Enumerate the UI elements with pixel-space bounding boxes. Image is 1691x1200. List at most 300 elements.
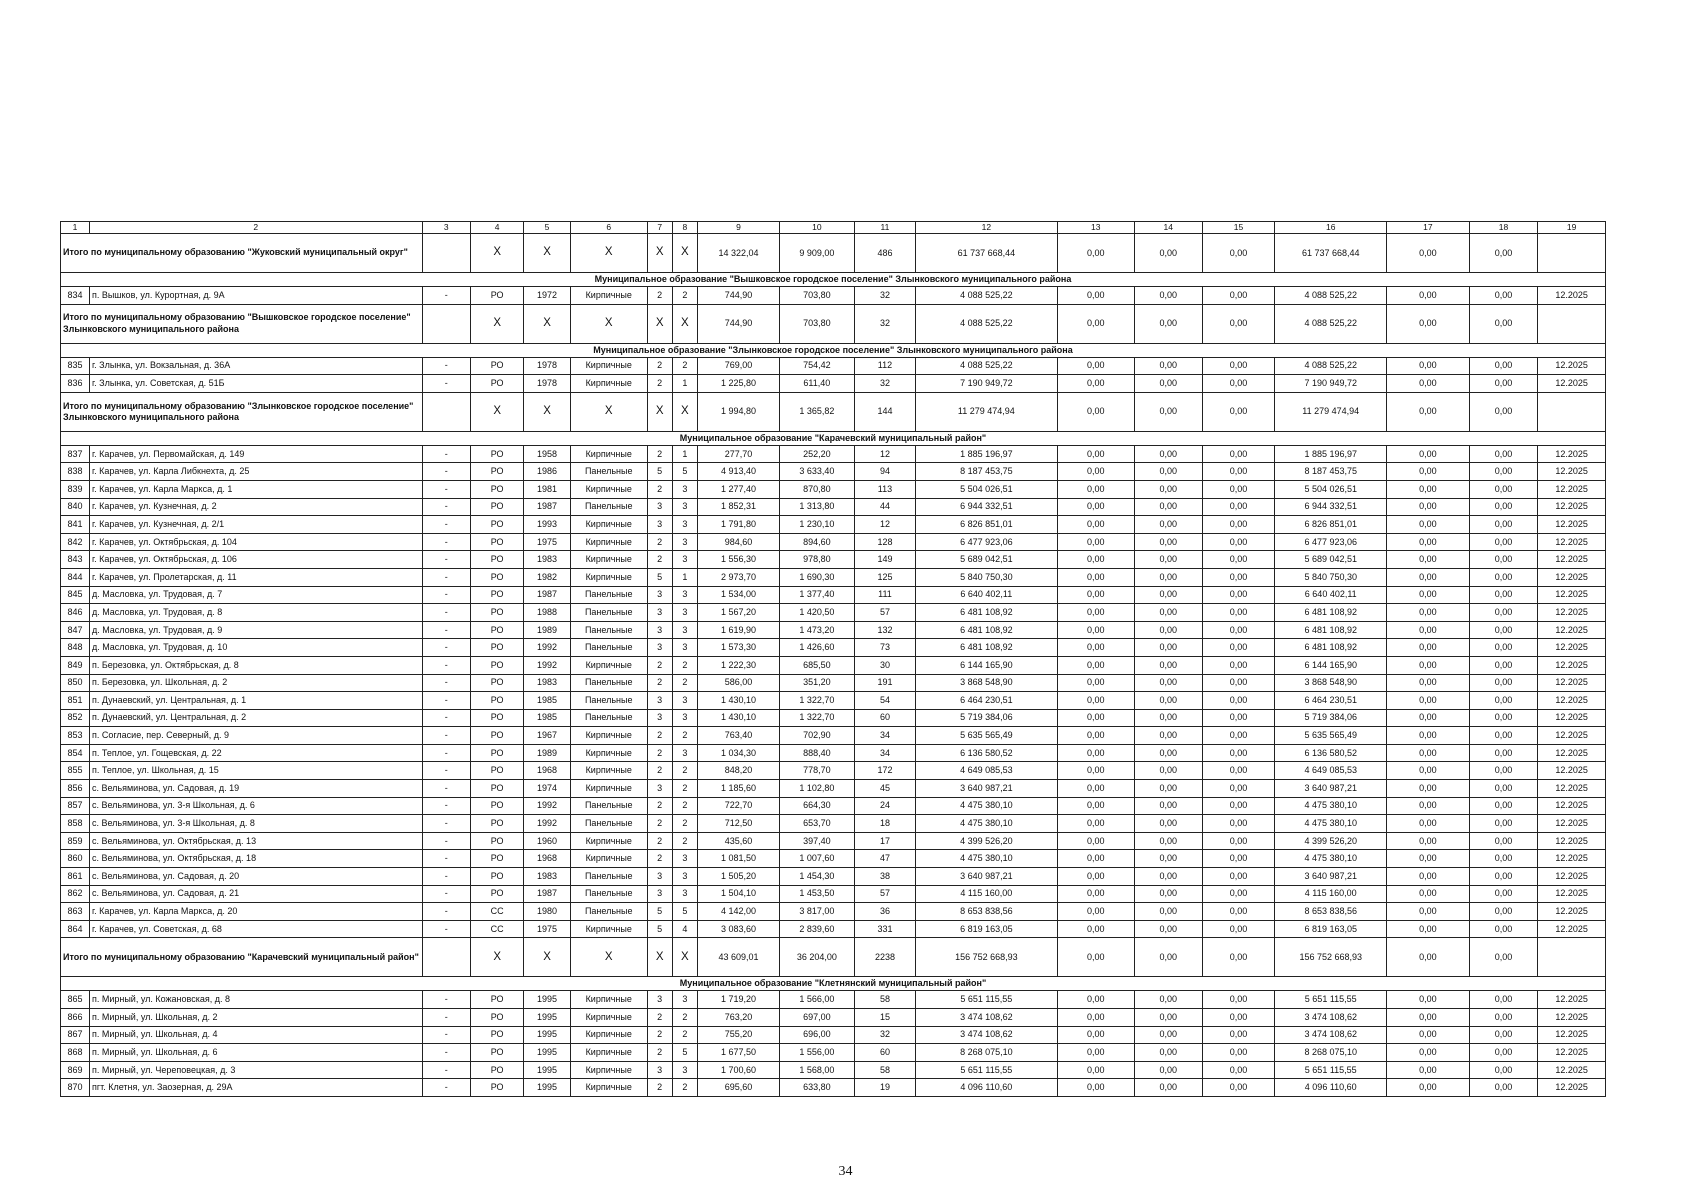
table-cell: -	[422, 797, 470, 815]
table-cell: 0,00	[1202, 1026, 1275, 1044]
table-cell: 0,00	[1057, 762, 1134, 780]
table-cell: 30	[854, 656, 915, 674]
table-cell: 4 649 085,53	[916, 762, 1058, 780]
table-cell: Панельные	[570, 463, 647, 481]
table-cell: 696,00	[779, 1026, 854, 1044]
not-applicable-cell: Х	[647, 304, 672, 343]
address-cell: п. Теплое, ул. Школьная, д. 15	[89, 762, 422, 780]
table-cell: 5	[672, 1044, 698, 1062]
table-cell: 2	[672, 287, 698, 305]
table-cell: 3	[672, 621, 698, 639]
table-cell: 870,80	[779, 480, 854, 498]
table-cell: 0,00	[1202, 516, 1275, 534]
table-cell: 12.2025	[1538, 709, 1606, 727]
table-cell: Панельные	[570, 885, 647, 903]
table-cell: 0,00	[1387, 885, 1470, 903]
row-number: 858	[61, 815, 90, 833]
table-cell: 3	[672, 533, 698, 551]
table-cell: 5 651 115,55	[1275, 991, 1387, 1009]
table-cell: 1 534,00	[698, 586, 780, 604]
subtotal-value: 0,00	[1202, 304, 1275, 343]
table-cell: 1 007,60	[779, 850, 854, 868]
table-cell: 0,00	[1057, 920, 1134, 938]
address-cell: п. Дунаевский, ул. Центральная, д. 2	[89, 709, 422, 727]
row-number: 837	[61, 445, 90, 463]
table-cell: 0,00	[1057, 445, 1134, 463]
table-cell: 12.2025	[1538, 692, 1606, 710]
table-cell: 0,00	[1057, 797, 1134, 815]
table-cell: 0,00	[1469, 287, 1538, 305]
row-number: 835	[61, 357, 90, 375]
table-cell: 5 689 042,51	[916, 551, 1058, 569]
table-cell: Панельные	[570, 797, 647, 815]
table-cell: 12.2025	[1538, 850, 1606, 868]
table-cell: -	[422, 744, 470, 762]
table-cell: 0,00	[1469, 850, 1538, 868]
table-cell: 0,00	[1057, 1061, 1134, 1079]
table-cell: 0,00	[1202, 815, 1275, 833]
table-cell: 0,00	[1469, 797, 1538, 815]
table-cell: 0,00	[1134, 656, 1202, 674]
table-cell: 0,00	[1134, 674, 1202, 692]
row-number: 866	[61, 1009, 90, 1027]
table-cell: 1 185,60	[698, 780, 780, 798]
page-number: 34	[838, 1164, 853, 1179]
table-cell: 2	[647, 744, 672, 762]
table-cell: 0,00	[1202, 991, 1275, 1009]
row-number: 836	[61, 375, 90, 393]
table-cell: 0,00	[1057, 709, 1134, 727]
column-number-row	[61, 222, 1606, 234]
table-cell: 1989	[524, 744, 570, 762]
table-cell: 0,00	[1202, 832, 1275, 850]
table-cell: РО	[470, 586, 524, 604]
table-cell: 2	[672, 727, 698, 745]
table-cell: РО	[470, 832, 524, 850]
table-cell: 0,00	[1469, 868, 1538, 886]
table-cell: 3 640 987,21	[916, 780, 1058, 798]
table-cell: РО	[470, 744, 524, 762]
table-cell: РО	[470, 727, 524, 745]
table-cell: 0,00	[1057, 463, 1134, 481]
table-cell: 1995	[524, 1079, 570, 1097]
table-cell: 6 819 163,05	[916, 920, 1058, 938]
table-cell: 1 556,30	[698, 551, 780, 569]
subtotal-value: 1 994,80	[698, 392, 780, 431]
table-cell: 1968	[524, 762, 570, 780]
table-cell: 12.2025	[1538, 480, 1606, 498]
address-cell: г. Карачев, ул. Советская, д. 68	[89, 920, 422, 938]
table-cell: 8 653 838,56	[916, 903, 1058, 921]
subtotal-value: 0,00	[1202, 938, 1275, 977]
row-number: 852	[61, 709, 90, 727]
table-cell: 0,00	[1134, 533, 1202, 551]
table-cell: -	[422, 1079, 470, 1097]
table-cell: Кирпичные	[570, 1009, 647, 1027]
table-cell: 1	[672, 568, 698, 586]
table-cell: 0,00	[1469, 727, 1538, 745]
table-cell: 12.2025	[1538, 604, 1606, 622]
table-cell: 1 426,60	[779, 639, 854, 657]
address-cell: д. Масловка, ул. Трудовая, д. 9	[89, 621, 422, 639]
table-cell: 0,00	[1387, 1026, 1470, 1044]
row-number: 844	[61, 568, 90, 586]
address-cell: п. Мирный, ул. Череповецкая, д. 3	[89, 1061, 422, 1079]
table-cell: 0,00	[1134, 815, 1202, 833]
table-cell: 3	[647, 639, 672, 657]
section-title: Муниципальное образование "Клетнянский муниципальный район"	[61, 977, 1606, 991]
table-cell: 0,00	[1057, 375, 1134, 393]
table-cell: 12.2025	[1538, 621, 1606, 639]
empty-cell	[1538, 304, 1606, 343]
table-cell: -	[422, 498, 470, 516]
subtotal-value: 0,00	[1057, 234, 1134, 273]
table-cell: 0,00	[1387, 815, 1470, 833]
table-cell: 1995	[524, 1044, 570, 1062]
table-cell: 0,00	[1134, 586, 1202, 604]
row-number: 834	[61, 287, 90, 305]
column-number-cell: 4	[470, 222, 524, 234]
table-cell: 1 377,40	[779, 586, 854, 604]
table-cell: 3	[672, 480, 698, 498]
address-cell: г. Карачев, ул. Октябрьская, д. 106	[89, 551, 422, 569]
table-cell: 0,00	[1387, 780, 1470, 798]
table-cell: 778,70	[779, 762, 854, 780]
subtotal-value: 703,80	[779, 304, 854, 343]
table-cell: 3	[672, 850, 698, 868]
table-cell: 2	[647, 674, 672, 692]
table-cell: 58	[854, 991, 915, 1009]
table-cell: 0,00	[1387, 656, 1470, 674]
table-row	[61, 357, 1606, 375]
table-cell: 6 826 851,01	[916, 516, 1058, 534]
table-cell: 0,00	[1134, 287, 1202, 305]
table-cell: -	[422, 1044, 470, 1062]
row-number: 859	[61, 832, 90, 850]
table-cell: РО	[470, 1009, 524, 1027]
table-cell: 0,00	[1057, 850, 1134, 868]
table-cell: 60	[854, 1044, 915, 1062]
subtotal-value: 43 609,01	[698, 938, 780, 977]
table-cell: 3	[672, 586, 698, 604]
table-cell: 0,00	[1134, 480, 1202, 498]
table-cell: 6 477 923,06	[916, 533, 1058, 551]
row-number: 867	[61, 1026, 90, 1044]
table-cell: 6 826 851,01	[1275, 516, 1387, 534]
table-cell: 4 913,40	[698, 463, 780, 481]
table-cell: 1 791,80	[698, 516, 780, 534]
table-cell: 112	[854, 357, 915, 375]
table-cell: 12.2025	[1538, 832, 1606, 850]
table-cell: 0,00	[1057, 1079, 1134, 1097]
empty-cell	[422, 938, 470, 977]
table-cell: 0,00	[1387, 498, 1470, 516]
table-row	[61, 1061, 1606, 1079]
table-cell: 0,00	[1387, 357, 1470, 375]
subtotal-label: Итого по муниципальному образованию "Вышковское городское поселение" Злынковского муниципального района	[61, 304, 423, 343]
table-cell: 0,00	[1057, 604, 1134, 622]
table-cell: 1 225,80	[698, 375, 780, 393]
table-cell: РО	[470, 1079, 524, 1097]
table-cell: -	[422, 287, 470, 305]
table-cell: 6 481 108,92	[916, 604, 1058, 622]
table-cell: Кирпичные	[570, 920, 647, 938]
table-cell: 0,00	[1057, 991, 1134, 1009]
table-cell: 1995	[524, 1061, 570, 1079]
row-number: 861	[61, 868, 90, 886]
table-cell: 5	[672, 463, 698, 481]
table-cell: -	[422, 1061, 470, 1079]
row-number: 843	[61, 551, 90, 569]
table-cell: 6 481 108,92	[1275, 621, 1387, 639]
table-cell: 5 635 565,49	[1275, 727, 1387, 745]
column-number-cell: 18	[1469, 222, 1538, 234]
table-cell: РО	[470, 797, 524, 815]
table-cell: 1 473,20	[779, 621, 854, 639]
table-cell: 0,00	[1057, 357, 1134, 375]
table-cell: 0,00	[1387, 463, 1470, 481]
table-cell: 6 640 402,11	[916, 586, 1058, 604]
table-cell: 12.2025	[1538, 903, 1606, 921]
table-cell: 1992	[524, 656, 570, 674]
table-cell: 0,00	[1057, 1026, 1134, 1044]
table-cell: 1989	[524, 621, 570, 639]
table-cell: 1 313,80	[779, 498, 854, 516]
subtotal-value: 0,00	[1387, 234, 1470, 273]
table-cell: 0,00	[1134, 1061, 1202, 1079]
table-cell: 1993	[524, 516, 570, 534]
subtotal-value: 0,00	[1469, 234, 1538, 273]
address-cell: п. Дунаевский, ул. Центральная, д. 1	[89, 692, 422, 710]
table-cell: 2	[672, 1079, 698, 1097]
table-cell: 0,00	[1202, 533, 1275, 551]
table-cell: 0,00	[1469, 903, 1538, 921]
table-cell: 12.2025	[1538, 516, 1606, 534]
table-cell: 0,00	[1057, 533, 1134, 551]
table-cell: 12.2025	[1538, 656, 1606, 674]
table-row	[61, 1079, 1606, 1097]
table-cell: 1975	[524, 920, 570, 938]
table-cell: 0,00	[1387, 762, 1470, 780]
table-cell: 1987	[524, 885, 570, 903]
subtotal-label: Итого по муниципальному образованию "Злынковское городское поселение" Злынковского муниципального района	[61, 392, 423, 431]
address-cell: с. Вельяминова, ул. Октябрьская, д. 18	[89, 850, 422, 868]
table-cell: РО	[470, 1026, 524, 1044]
table-cell: 0,00	[1057, 516, 1134, 534]
table-cell: РО	[470, 480, 524, 498]
subtotal-row	[61, 938, 1606, 977]
table-cell: Панельные	[570, 498, 647, 516]
table-cell: 1 719,20	[698, 991, 780, 1009]
table-cell: 6 464 230,51	[1275, 692, 1387, 710]
table-cell: Кирпичные	[570, 568, 647, 586]
table-cell: 2	[647, 832, 672, 850]
table-cell: 1 566,00	[779, 991, 854, 1009]
table-cell: РО	[470, 516, 524, 534]
table-cell: 0,00	[1134, 357, 1202, 375]
table-cell: 0,00	[1202, 621, 1275, 639]
table-cell: 6 481 108,92	[916, 621, 1058, 639]
table-cell: 1987	[524, 498, 570, 516]
row-number: 862	[61, 885, 90, 903]
table-cell: РО	[470, 850, 524, 868]
table-cell: 0,00	[1134, 920, 1202, 938]
table-cell: 0,00	[1202, 762, 1275, 780]
table-cell: 6 481 108,92	[1275, 639, 1387, 657]
table-cell: Панельные	[570, 621, 647, 639]
table-cell: 0,00	[1134, 375, 1202, 393]
table-cell: 0,00	[1057, 656, 1134, 674]
table-cell: 0,00	[1202, 1079, 1275, 1097]
address-cell: с. Вельяминова, ул. Садовая, д. 19	[89, 780, 422, 798]
table-cell: 58	[854, 1061, 915, 1079]
table-cell: 4 649 085,53	[1275, 762, 1387, 780]
column-number-cell: 7	[647, 222, 672, 234]
table-cell: 0,00	[1387, 797, 1470, 815]
table-cell: 0,00	[1134, 744, 1202, 762]
table-cell: 2	[647, 357, 672, 375]
subtotal-value: 486	[854, 234, 915, 273]
table-cell: 3	[647, 621, 672, 639]
table-cell: Панельные	[570, 586, 647, 604]
table-cell: 0,00	[1134, 727, 1202, 745]
table-cell: 57	[854, 885, 915, 903]
table-cell: 5 651 115,55	[916, 1061, 1058, 1079]
subtotal-value: 0,00	[1469, 304, 1538, 343]
table-cell: 4 475 380,10	[916, 850, 1058, 868]
subtotal-value: 0,00	[1387, 304, 1470, 343]
table-cell: 351,20	[779, 674, 854, 692]
table-cell: 1988	[524, 604, 570, 622]
column-number-cell: 10	[779, 222, 854, 234]
table-cell: 0,00	[1469, 568, 1538, 586]
column-number-cell: 6	[570, 222, 647, 234]
table-cell: 1992	[524, 797, 570, 815]
table-cell: 12.2025	[1538, 727, 1606, 745]
column-number-cell: 2	[89, 222, 422, 234]
row-number: 849	[61, 656, 90, 674]
table-cell: 132	[854, 621, 915, 639]
table-cell: 2	[647, 287, 672, 305]
not-applicable-cell: Х	[470, 234, 524, 273]
table-cell: 3 640 987,21	[1275, 868, 1387, 886]
empty-cell	[1538, 938, 1606, 977]
table-cell: 0,00	[1469, 533, 1538, 551]
table-cell: 7 190 949,72	[1275, 375, 1387, 393]
table-cell: 94	[854, 463, 915, 481]
table-cell: 0,00	[1202, 375, 1275, 393]
table-cell: 4 096 110,60	[916, 1079, 1058, 1097]
table-row	[61, 868, 1606, 886]
table-cell: 0,00	[1134, 604, 1202, 622]
table-cell: 0,00	[1202, 445, 1275, 463]
table-cell: 0,00	[1469, 674, 1538, 692]
row-number: 850	[61, 674, 90, 692]
table-cell: 1 454,30	[779, 868, 854, 886]
table-cell: 0,00	[1202, 885, 1275, 903]
table-cell: 12.2025	[1538, 533, 1606, 551]
section-title: Муниципальное образование "Злынковское городское поселение" Злынковского муниципального района	[61, 343, 1606, 357]
not-applicable-cell: Х	[647, 938, 672, 977]
table-cell: 3	[672, 868, 698, 886]
table-cell: 0,00	[1057, 692, 1134, 710]
table-cell: 4 115 160,00	[916, 885, 1058, 903]
table-cell: Панельные	[570, 868, 647, 886]
address-cell: п. Мирный, ул. Школьная, д. 4	[89, 1026, 422, 1044]
table-cell: 2	[672, 674, 698, 692]
table-cell: 1 430,10	[698, 709, 780, 727]
table-row	[61, 1009, 1606, 1027]
column-number-cell: 5	[524, 222, 570, 234]
address-cell: п. Березовка, ул. Октябрьская, д. 8	[89, 656, 422, 674]
table-cell: 685,50	[779, 656, 854, 674]
table-cell: 111	[854, 586, 915, 604]
table-cell: 3	[647, 692, 672, 710]
subtotal-value: 156 752 668,93	[916, 938, 1058, 977]
table-cell: 0,00	[1134, 463, 1202, 481]
table-cell: 8 187 453,75	[916, 463, 1058, 481]
address-cell: г. Карачев, ул. Пролетарская, д. 11	[89, 568, 422, 586]
table-row	[61, 375, 1606, 393]
table-cell: 1995	[524, 1026, 570, 1044]
subtotal-row	[61, 304, 1606, 343]
table-cell: РО	[470, 445, 524, 463]
table-cell: 0,00	[1057, 1009, 1134, 1027]
table-cell: 3	[672, 639, 698, 657]
table-cell: 36	[854, 903, 915, 921]
table-cell: 0,00	[1387, 674, 1470, 692]
table-cell: Кирпичные	[570, 480, 647, 498]
table-cell: 3	[672, 885, 698, 903]
table-row	[61, 744, 1606, 762]
table-cell: Панельные	[570, 903, 647, 921]
table-cell: 6 640 402,11	[1275, 586, 1387, 604]
subtotal-value: 36 204,00	[779, 938, 854, 977]
subtotal-value: 0,00	[1387, 938, 1470, 977]
table-cell: 2	[672, 797, 698, 815]
row-number: 869	[61, 1061, 90, 1079]
table-cell: 0,00	[1202, 674, 1275, 692]
table-row	[61, 656, 1606, 674]
table-cell: СС	[470, 903, 524, 921]
table-cell: 0,00	[1057, 639, 1134, 657]
table-cell: 12.2025	[1538, 498, 1606, 516]
row-number: 845	[61, 586, 90, 604]
row-number: 842	[61, 533, 90, 551]
table-cell: 0,00	[1057, 832, 1134, 850]
table-cell: 0,00	[1469, 357, 1538, 375]
table-cell: 0,00	[1469, 551, 1538, 569]
table-cell: 3 640 987,21	[916, 868, 1058, 886]
table-cell: 6 136 580,52	[1275, 744, 1387, 762]
not-applicable-cell: Х	[470, 304, 524, 343]
table-cell: 763,40	[698, 727, 780, 745]
row-number: 848	[61, 639, 90, 657]
row-number: 857	[61, 797, 90, 815]
subtotal-value: 0,00	[1469, 392, 1538, 431]
subtotal-value: 0,00	[1057, 392, 1134, 431]
table-cell: 4 399 526,20	[1275, 832, 1387, 850]
address-cell: г. Карачев, ул. Кузнечная, д. 2	[89, 498, 422, 516]
table-cell: РО	[470, 868, 524, 886]
section-header-row	[61, 273, 1606, 287]
table-cell: 3 474 108,62	[916, 1026, 1058, 1044]
table-cell: 0,00	[1469, 375, 1538, 393]
subtotal-value: 0,00	[1134, 938, 1202, 977]
column-number-cell: 15	[1202, 222, 1275, 234]
table-cell: 1985	[524, 692, 570, 710]
table-cell: РО	[470, 815, 524, 833]
